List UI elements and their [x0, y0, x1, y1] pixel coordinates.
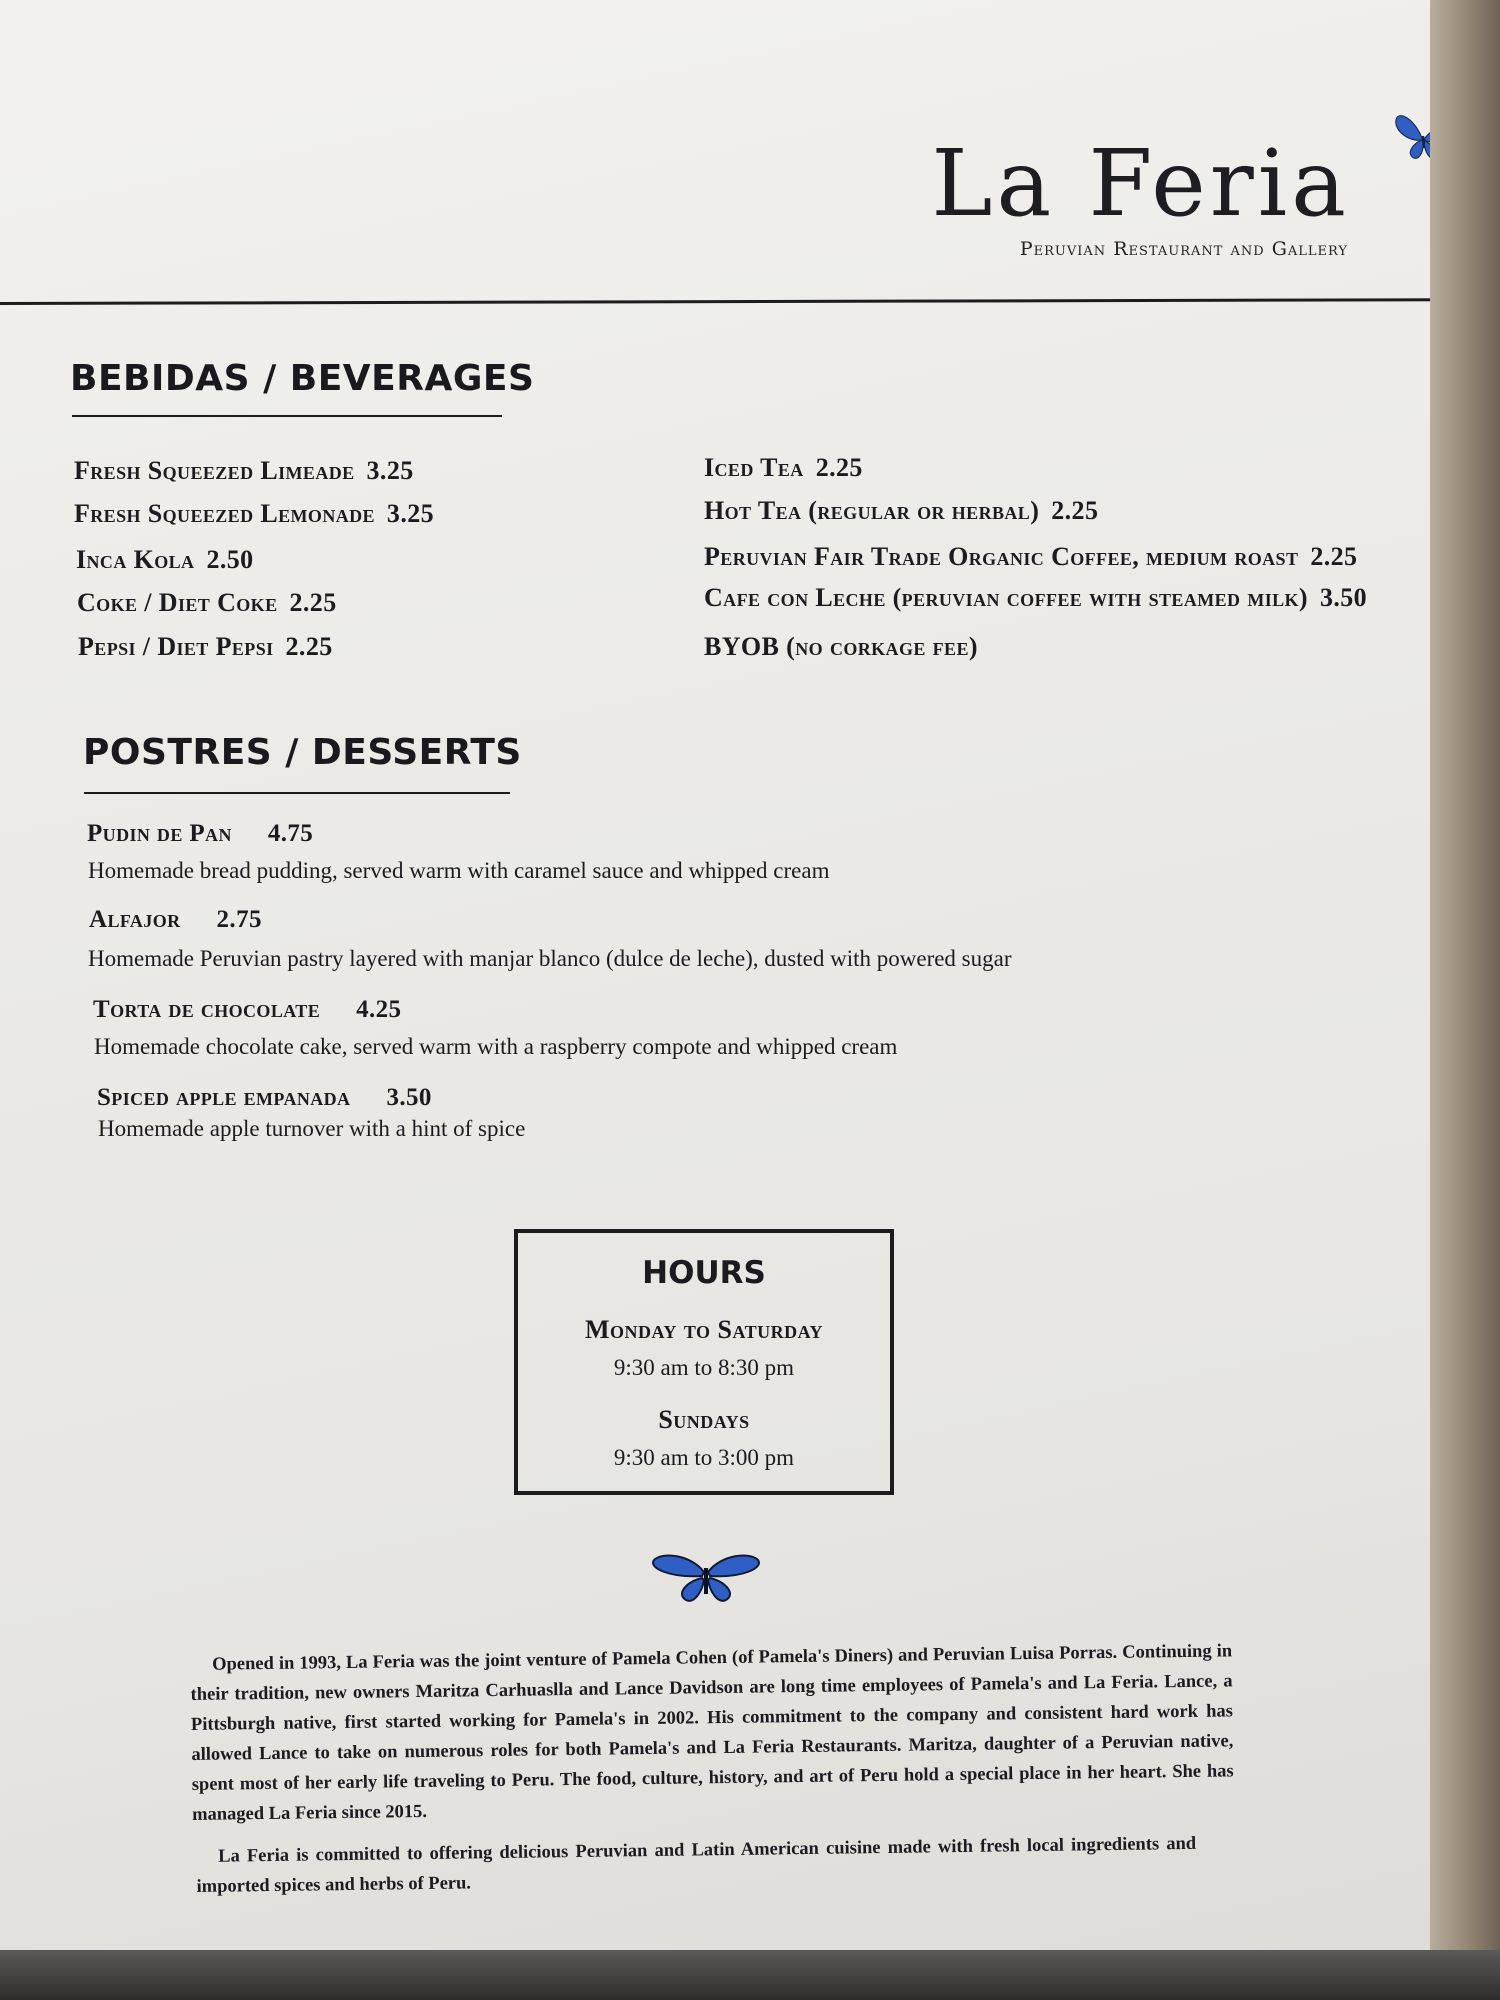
restaurant-tagline: Peruvian Restaurant and Gallery [1019, 238, 1348, 260]
dessert-description: Homemade apple turnover with a hint of spice [98, 1116, 526, 1141]
beverage-item: Peruvian Fair Trade Organic Coffee, medium roast 2.25 [704, 542, 1358, 571]
dessert-description: Homemade chocolate cake, served warm with a raspberry compote and whipped cream [94, 1034, 898, 1059]
dessert-name: Torta de chocolate 4.25 [93, 996, 402, 1023]
beverages-heading: BEBIDAS / BEVERAGES [70, 358, 535, 399]
beverage-item: Hot Tea (regular or herbal) 2.25 [704, 496, 1099, 525]
beverage-item: Fresh Squeezed Lemonade 3.25 [74, 499, 435, 528]
about-paragraph: Opened in 1993, La Feria was the joint venture of Pamela Cohen (of Pamela's Diners) and Peruvian Luisa Porras. Continuing in their tradition, new owners Maritza Carhuaslla and Lance Davidson are long time employees of Pamela's and La Feria. Lance, a Pittsburgh native, first started working for Pamela's in 2002. His commitment to the company and consistent hard work has allowed Lance to take on numerous roles for both Pamela's and La Feria Restaurants. Maritza, daughter of a Peruvian native, spent most of her early life traveling to Peru. The food, culture, history, and art of Peru hold a special place in her heart. She has managed La Feria since 2015. [190, 1641, 1234, 1825]
dessert-description: Homemade bread pudding, served warm with caramel sauce and whipped cream [88, 858, 830, 883]
beverage-item: Inca Kola 2.50 [76, 545, 254, 574]
hours-weekday-label: Monday to Saturday [584, 1315, 824, 1344]
commitment-paragraph: La Feria is committed to offering delicious Peruvian and Latin American cuisine made with fresh local ingredients and imported spices and herbs of Peru. [196, 1833, 1197, 1897]
hours-box [514, 1229, 894, 1495]
beverage-item: Pepsi / Diet Pepsi 2.25 [78, 632, 333, 661]
dessert-name: Alfajor 2.75 [89, 906, 262, 933]
dessert-name: Pudin de Pan 4.75 [87, 820, 314, 847]
beverage-item: BYOB (no corkage fee) [704, 632, 978, 661]
beverages-heading-rule [72, 415, 502, 417]
beverage-item: Fresh Squeezed Limeade 3.25 [74, 456, 414, 485]
desserts-heading-rule [84, 792, 510, 794]
restaurant-name: La Feria [931, 130, 1350, 237]
table-edge [1430, 0, 1500, 2000]
dessert-name: Spiced apple empanada 3.50 [97, 1084, 432, 1111]
header-divider [0, 298, 1442, 305]
hours-title: HOURS [642, 1255, 766, 1291]
beverage-item: Cafe con Leche (peruvian coffee with steamed milk) 3.50 [704, 583, 1368, 612]
butterfly-icon [650, 1548, 762, 1604]
beverage-item: Coke / Diet Coke 2.25 [77, 588, 337, 617]
table-edge-bottom [0, 1950, 1500, 2000]
desserts-heading: POSTRES / DESSERTS [83, 732, 522, 773]
hours-sunday-label: Sundays [658, 1405, 750, 1434]
hours-weekday-time: 9:30 am to 8:30 pm [613, 1355, 795, 1380]
dessert-description: Homemade Peruvian pastry layered with manjar blanco (dulce de leche), dusted with powered sugar [88, 946, 1012, 971]
hours-sunday-time: 9:30 am to 3:00 pm [613, 1445, 795, 1470]
beverage-item: Iced Tea 2.25 [704, 453, 863, 482]
